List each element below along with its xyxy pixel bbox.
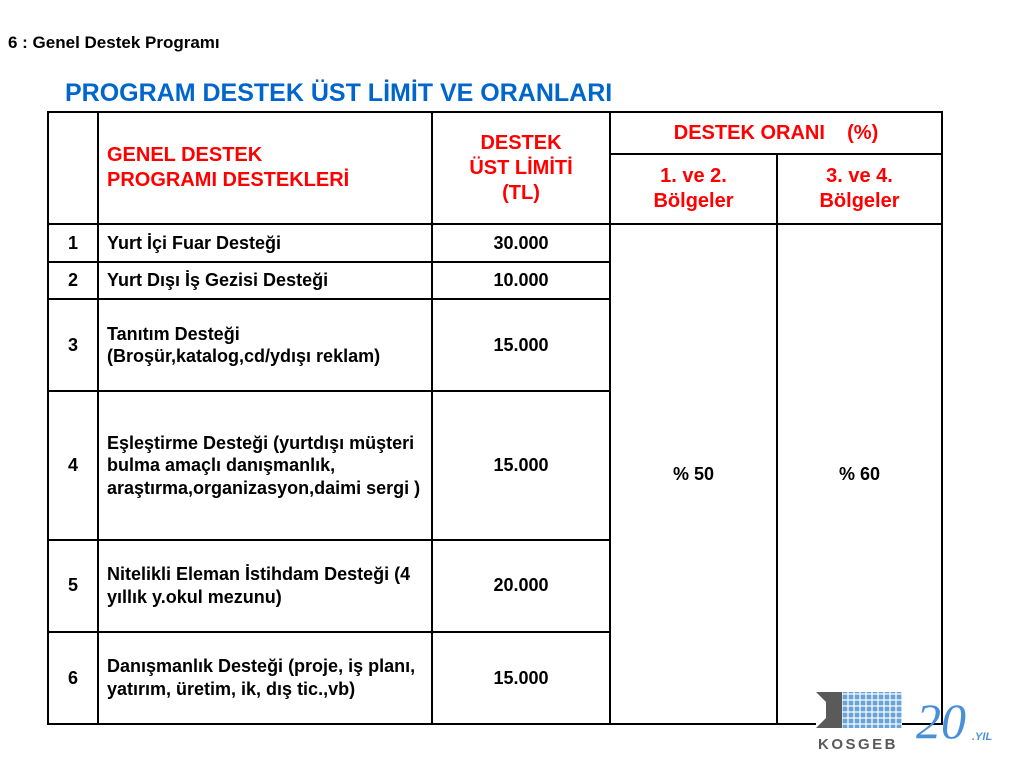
header-program-line2: PROGRAMI DESTEKLERİ: [107, 169, 350, 192]
logo-grid-mark: [842, 692, 902, 728]
row-name: Yurt İçi Fuar Desteği: [98, 224, 432, 262]
region-a-line1: 1. ve 2.: [660, 165, 727, 188]
row-limit: 15.000: [432, 391, 610, 539]
region-b-line2: Bölgeler: [819, 190, 900, 213]
header-limit-line3: (TL): [502, 181, 540, 204]
row-name: Tanıtım Desteği (Broşür,katalog,cd/ydışı reklam): [98, 299, 432, 391]
row-number: 1: [48, 224, 98, 262]
row-number: 2: [48, 262, 98, 299]
header-program-cell: [98, 112, 432, 224]
table-header-row: [48, 112, 942, 154]
header-program-line1: GENEL DESTEK: [107, 144, 263, 167]
row-number: 3: [48, 299, 98, 391]
region-a-line2: Bölgeler: [653, 190, 734, 213]
support-limits-table: [47, 111, 943, 725]
header-limit-line2: ÜST LİMİTİ: [469, 156, 573, 179]
row-number: 4: [48, 391, 98, 539]
rate-region-a-value: % 50: [610, 224, 777, 724]
logo-anniversary-number: 20: [916, 693, 966, 749]
logo-org-name: KOSGEB: [818, 736, 899, 753]
header-limit-line1: DESTEK: [480, 131, 562, 154]
kosgeb-logo-graphic: [812, 688, 1016, 756]
row-name: Danışmanlık Desteği (proje, iş planı, yatırım, üretim, ik, dış tic.,vb): [98, 632, 432, 724]
header-limit-cell: [432, 112, 610, 224]
header-region-a-cell: [610, 154, 777, 224]
row-number: 5: [48, 540, 98, 632]
header-rate-cell: [610, 112, 942, 154]
header-rate-label: DESTEK ORANI: [673, 121, 825, 144]
row-limit: 15.000: [432, 632, 610, 724]
header-number-cell: [48, 112, 98, 224]
region-b-line1: 3. ve 4.: [826, 165, 893, 188]
row-name: Nitelikli Eleman İstihdam Desteği (4 yıllık y.okul mezunu): [98, 540, 432, 632]
slide-title: PROGRAM DESTEK ÜST LİMİT VE ORANLARI: [65, 79, 613, 107]
logo-anniversary-suffix: .YIL: [972, 731, 993, 743]
rate-region-b-value: % 60: [777, 224, 942, 724]
row-limit: 20.000: [432, 540, 610, 632]
row-limit: 30.000: [432, 224, 610, 262]
row-name: Yurt Dışı İş Gezisi Desteği: [98, 262, 432, 299]
header-rate-unit: (%): [847, 121, 879, 144]
slide-header: 6 : Genel Destek Programı: [8, 33, 220, 52]
table-row: [48, 224, 942, 262]
row-number: 6: [48, 632, 98, 724]
kosgeb-20-year-logo: [812, 688, 1016, 756]
header-region-b-cell: [777, 154, 942, 224]
row-name: Eşleştirme Desteği (yurtdışı müşteri bulma amaçlı danışmanlık, araştırma,organizasyon,daimi sergi ): [98, 391, 432, 539]
row-limit: 15.000: [432, 299, 610, 391]
row-limit: 10.000: [432, 262, 610, 299]
